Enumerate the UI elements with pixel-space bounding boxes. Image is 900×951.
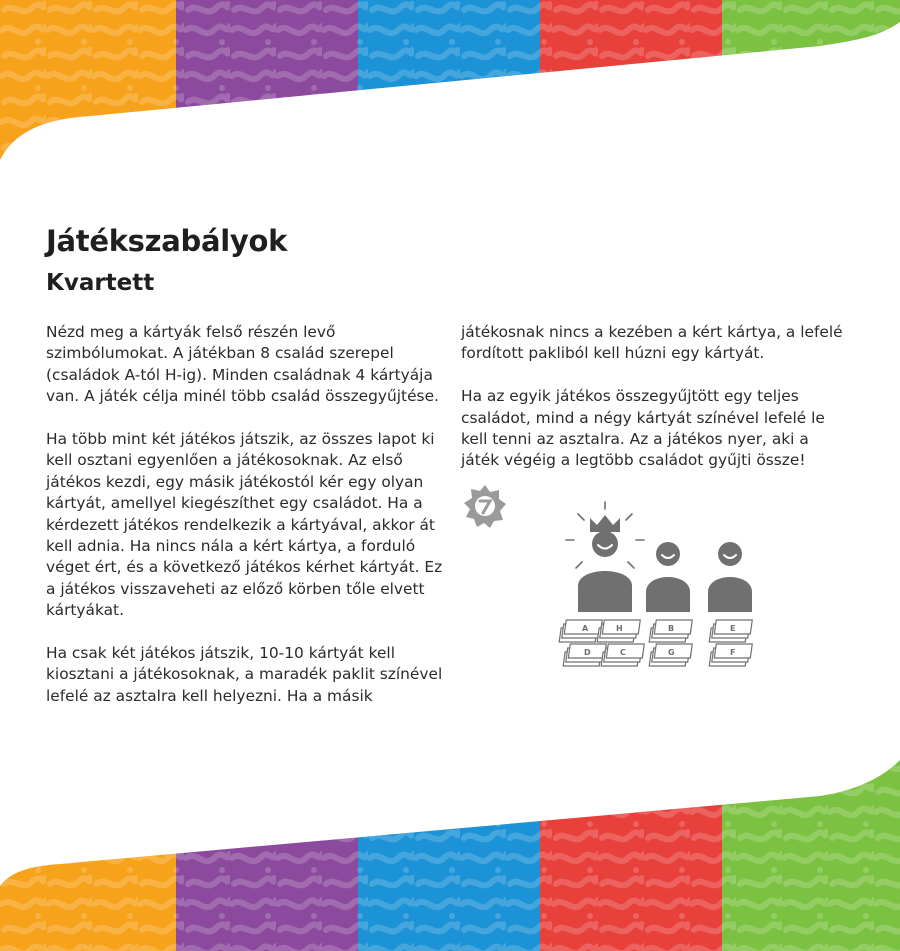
- gear-badge-icon: [463, 484, 507, 528]
- page-subtitle: Kvartett: [46, 270, 155, 296]
- card-stack: [649, 644, 692, 666]
- card-stack: [709, 620, 752, 642]
- card-letter: A: [582, 624, 589, 633]
- page-title: Játékszabályok: [46, 224, 288, 258]
- card-letter: F: [730, 648, 736, 657]
- card-stack: [601, 644, 644, 666]
- card-letter: H: [616, 624, 623, 633]
- card-letter: D: [584, 648, 591, 657]
- card-stack: [649, 620, 692, 642]
- crown-icon: [590, 515, 620, 532]
- card-letter: B: [668, 624, 675, 633]
- players-illustration: [556, 496, 766, 676]
- rules-paragraph: Ha több mint két játékos játszik, az összes lapot ki kell osztani egyenlően a játékosoknak. Az első játékos kezdi, egy másik játékostól kér egy olyan kártyát, amellyel kiegészíthet egy családot. Ha a kérdezett játékos rendelkezik a kártyával, akkor át kell adnia. Ha nincs nála a kért kártya, a forduló véget ért, és a következő játékos kérhet kártyát. Ez a játékos visszaveheti az előző körben tőle elvett kártyákat.: [46, 430, 443, 620]
- card-stack: [563, 644, 606, 666]
- rules-paragraph: Nézd meg a kártyák felső részén levő szimbólumokat. A játékban 8 család szerepel (családok A-tól H-ig). Minden családnak 4 kártyája van. A játék célja minél több család összegyűjtése.: [46, 323, 439, 406]
- card-letter: G: [668, 648, 675, 657]
- card-letter: E: [730, 624, 736, 633]
- player-2-icon: [646, 542, 690, 612]
- card-letter: C: [620, 648, 626, 657]
- card-stack: [597, 620, 640, 642]
- rules-column-left: [46, 322, 444, 729]
- rules-paragraph: Ha csak két játékos játszik, 10-10 kártyát kell kiosztani a játékosoknak, a maradék paklit színével lefelé az asztalra kell helyezni. Ha a másik: [46, 644, 443, 705]
- rules-paragraph: játékosnak nincs a kezében a kért kártya, a lefelé fordított pakliból kell húzni egy kártyát.: [461, 323, 843, 363]
- rules-column-right: [461, 322, 846, 493]
- player-3-icon: [708, 542, 752, 612]
- rules-paragraph: Ha az egyik játékos összegyűjtött egy teljes családot, mind a négy kártyát színével lefelé le kell tenni az asztalra. Az a játékos nyer, aki a játék végéig a legtöbb családot gyűjti össze!: [461, 387, 825, 470]
- card-stack: [709, 644, 752, 666]
- player-1-icon: [578, 531, 632, 612]
- card-stack: [559, 620, 602, 642]
